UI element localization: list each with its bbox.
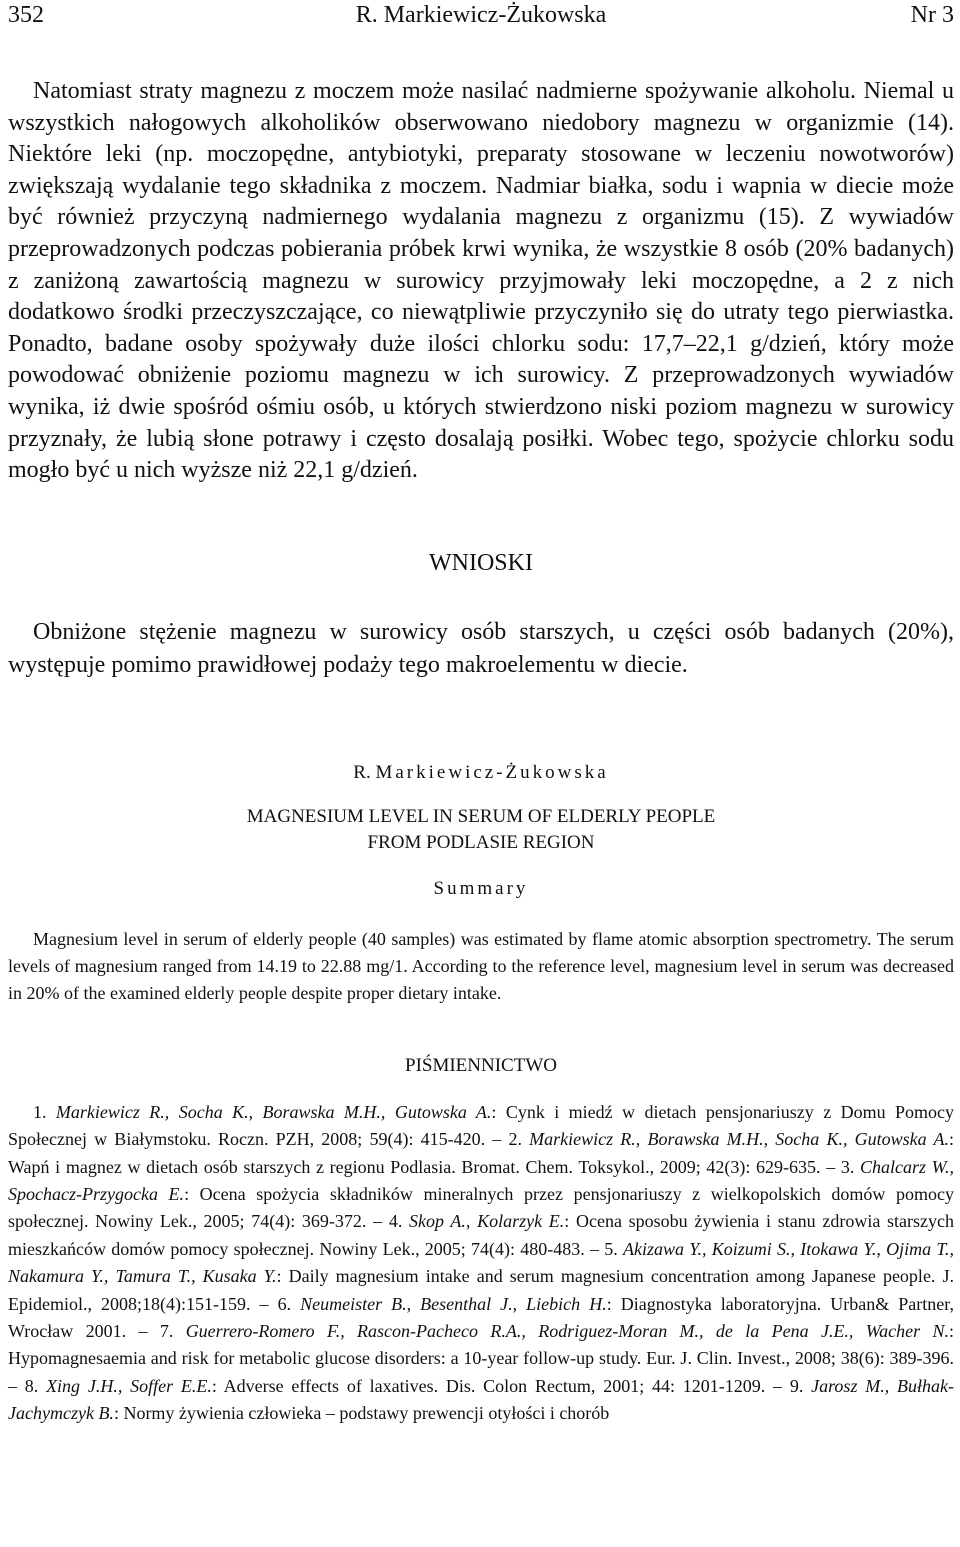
reference-authors: Akizawa Y., Koizumi S., Itokawa Y., Ojima T., Nakamura Y., Tamura T., Kusaka Y.: [8, 1238, 954, 1287]
reference-number: 6.: [277, 1293, 301, 1314]
issue-number: Nr 3: [910, 2, 954, 28]
reference-authors: Guerrero-Romero F., Rascon-Pacheco R.A., Rodriguez-Moran M., de la Pena J.E., Wacher N.: [185, 1320, 949, 1341]
references-list: 1. Markiewicz R., Socha K., Borawska M.H., Gutowska A.: Cynk i miedź w dietach pensjonariuszy z Domu Pomocy Społecznej w Białymstoku. Roczn. PZH, 2008; 59(4): 415-420. – 2. Markiewicz R., Borawska M.H., Socha K., Gutowska A.: Wapń i magnez w dietach osób starszych z regionu Podlasia. Bromat. Chem. Toksykol., 2009; 42(3): 629-635. – 3. Chalcarz W., Spochacz-Przygocka E.: Ocena spożycia składników mineralnych przez pensjonariuszy z wielkopolskich domów pomocy społecznej. Nowiny Lek., 2005; 74(4): 369-372. – 4. Skop A., Kolarzyk E.: Ocena sposobu żywienia i stanu zdrowia starszych mieszkańców domów pomocy społecznej. Nowiny Lek., 2005; 74(4): 480-483. – 5. Akizawa Y., Koizumi S., Itokawa Y., Ojima T., Nakamura Y., Tamura T., Kusaka Y.: Daily magnesium intake and serum magnesium concentration among Japanese people. J. Epidemiol., 2008;18(4):151-159. – 6. Neumeister B., Besenthal J., Liebich H.: Diagnostyka laboratoryjna. Urban& Partner, Wrocław 2001. – 7. Guerrero-Romero F., Rascon-Pacheco R.A., Rodriguez-Moran M., de la Pena J.E., Wacher N.: Hypomagnesaemia and risk for metabolic glucose disorders: a 10-year follow-up study. Eur. J. Clin. Invest., 2008; 38(6): 389-396. – 8. Xing J.H., Soffer E.E.: Adverse effects of laxatives. Dis. Colon Rectum, 2001; 44: 1201-1209. – 9. Jarosz M., Bułhak-Jachymczyk B.: Normy żywienia człowieka – podstawy prewencji otyłości i chorób: [8, 1101, 955, 1424]
reference-authors: Chalcarz W., Spochacz-Przygocka E.: [8, 1156, 954, 1204]
reference-authors: Neumeister B., Besenthal J., Liebich H.: [300, 1293, 607, 1314]
reference-number: 7.: [159, 1320, 186, 1341]
discussion-section: [8, 76, 954, 487]
reference-authors: Jarosz M., Bułhak-Jachymczyk B.: [8, 1375, 954, 1424]
summary-author-initial: R.: [353, 761, 371, 783]
reference-authors: Skop A., Kolarzyk E.: [409, 1211, 565, 1232]
reference-details: : Ocena spożycia składników mineralnych przez pensjonariuszy z wielkopolskich domów pomocy społecznej. Nowiny Lek., 2005; 74(4): 369-372.: [8, 1183, 954, 1232]
summary-author: [8, 762, 954, 784]
reference-details: : Daily magnesium intake and serum magnesium concentration among Japanese people. J. Epidemiol., 2008;18(4):151-159.: [8, 1266, 954, 1314]
reference-authors: Xing J.H., Soffer E.E.: [46, 1375, 212, 1396]
references-heading: PIŚMIENNICTWO: [405, 1054, 557, 1076]
summary-label: Summary: [433, 877, 529, 899]
reference-authors: Markiewicz R., Socha K., Borawska M.H., Gutowska A.: [55, 1101, 492, 1122]
reference-number: 8.: [24, 1375, 47, 1396]
summary-author-surname: Markiewicz-Żukowska: [375, 761, 609, 783]
summary-text: Magnesium level in serum of elderly people (40 samples) was estimated by flame atomic absorption spectrometry. The serum levels of magnesium ranged from 14.19 to 22.88 mg/1. According to the reference level, magnesium level in serum was decreased in 20% of the examined elderly people despite proper dietary intake.: [8, 928, 954, 1003]
page: [8, 0, 954, 1428]
summary-title-line1: MAGNESIUM LEVEL IN SERUM OF ELDERLY PEOPLE: [246, 805, 716, 827]
body-paragraph: Natomiast straty magnezu z moczem może nasilać nadmierne spożywanie alkoholu. Niemal u wszystkich nałogowych alkoholików obserwowano niedobory magnezu w organizmie (14). Niektóre leki (np. moczopędne, antybiotyki, preparaty stosowane w leczeniu nowotworów) zwiększają wydalanie tego składnika z moczem. Nadmiar białka, sodu i wapnia w diecie może być również przyczyną nadmiernego wydalania magnezu z organizmu (15). Z wywiadów przeprowadzonych podczas pobierania próbek krwi wynika, że wszystkie 8 osób (20% badanych) z zaniżoną zawartością magnezu w surowicy przyjmowały leki moczopędne, a 2 z nich dodatkowo środki przeczyszczające, co niewątpliwie przyczyniło się do utraty tego pierwiastka. Ponadto, badane osoby spożywały duże ilości chlorku sodu: 17,7–22,1 g/dzień, który może powodować obniżenie poziomu magnezu w ich surowicy. Z przeprowadzonych wywiadów wynika, iż dwie spośród ośmiu osób, u których stwierdzono niski poziom magnezu w surowicy przyznały, że lubią słone potrawy i często dosalają posiłki. Wobec tego, spożycie chlorku sodu mogło być u nich wyższe niż 22,1 g/dzień.: [8, 78, 954, 484]
reference-details: : Adverse effects of laxatives. Dis. Colon Rectum, 2001; 44: 1201-1209.: [211, 1375, 766, 1396]
reference-number: 9.: [789, 1375, 812, 1396]
reference-details: : Ocena sposobu żywienia i stanu zdrowia starszych mieszkańców domów pomocy społecznej. Nowiny Lek., 2005; 74(4): 480-483.: [8, 1211, 955, 1259]
page-number: 352: [8, 2, 44, 28]
summary-title: [8, 804, 954, 856]
summary-title-line2: FROM PODLASIE REGION: [367, 831, 595, 853]
reference-authors: Markiewicz R., Borawska M.H., Socha K., Gutowska A.: [529, 1129, 949, 1150]
reference-number: 4.: [388, 1211, 410, 1232]
reference-details: : Hypomagnesaemia and risk for metabolic glucose disorders: a 10-year follow-up study. Eur. J. Clin. Invest., 2008; 38(6): 389-396.: [8, 1320, 954, 1369]
reference-number: 2.: [508, 1129, 530, 1150]
reference-details: : Cynk i miedź w dietach pensjonariuszy z Domu Pomocy Społecznej w Białymstoku. Roczn. PZH, 2008; 59(4): 415-420.: [8, 1101, 955, 1150]
reference-number: 5.: [604, 1238, 623, 1259]
reference-number: 3.: [840, 1156, 860, 1177]
reference-details: : Diagnostyka laboratoryjna. Urban& Partner, Wrocław 2001.: [8, 1293, 955, 1341]
running-author: R. Markiewicz-Żukowska: [355, 2, 607, 28]
reference-details: : Normy żywienia człowieka – podstawy prewencji otyłości i chorób: [113, 1403, 610, 1424]
reference-number: 1.: [33, 1101, 56, 1122]
conclusions-text: Obniżone stężenie magnezu w surowicy osób starszych, u części osób badanych (20%), występuje pomimo prawidłowej podaży tego makroelementu w diecie.: [8, 618, 954, 678]
reference-details: : Wapń i magnez w dietach osób starszych z regionu Podlasia. Bromat. Chem. Toksykol., 2009; 42(3): 629-635.: [8, 1129, 954, 1177]
running-header: [8, 0, 954, 36]
conclusions-heading: WNIOSKI: [429, 549, 533, 576]
